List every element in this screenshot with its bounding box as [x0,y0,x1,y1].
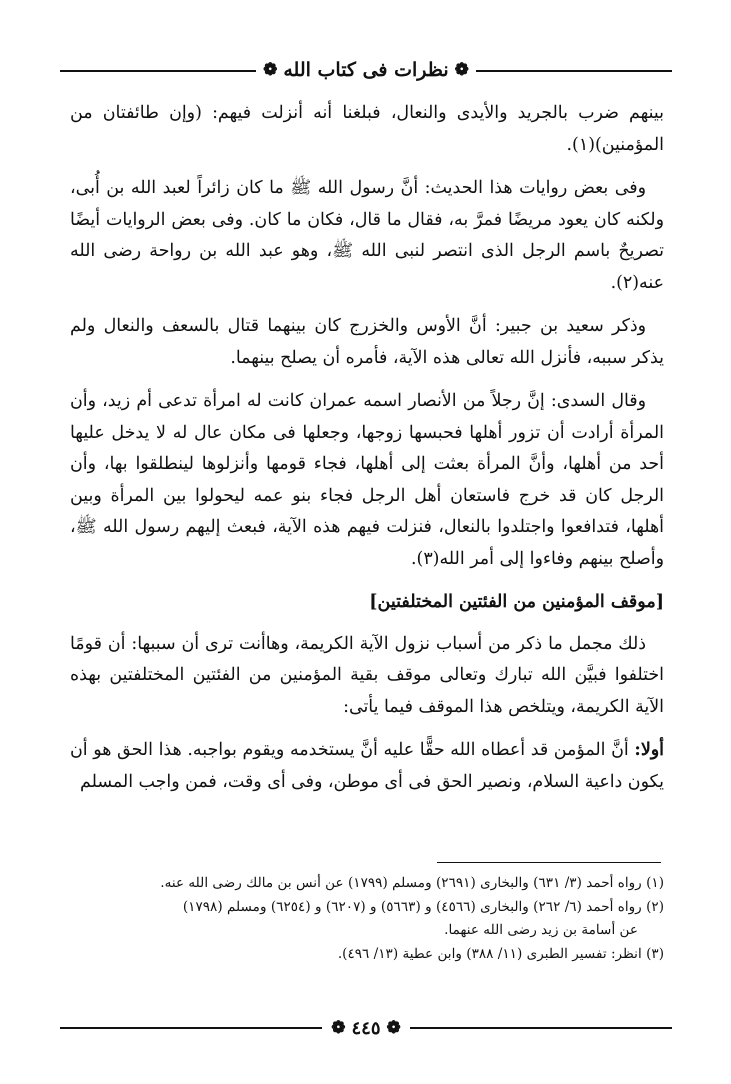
footnote-3: (٣) انظر: تفسير الطبرى (١١/ ٣٨٨) وابن عطية (١٣/ ٤٩٦). [337,945,664,962]
page-number: ٤٤٥ [351,1017,381,1039]
flower-ornament-icon: ❁ [386,1017,401,1038]
footnote-1: (١) رواه أحمد (٣/ ٦٣١) والبخارى (٢٦٩١) ومسلم (١٧٩٩) عن أنس بن مالك رضى الله عنه. [160,875,664,891]
flower-ornament-icon: ❁ [263,59,278,80]
page-footer [60,1014,672,1042]
footer-rule-right [410,1027,672,1029]
footnote-separator [437,862,661,863]
paragraph-6 [70,735,664,798]
flower-ornament-icon: ❁ [331,1017,346,1038]
header-rule-right [476,70,672,72]
section-subheading: [موقف المؤمنين من الفئتين المختلفتين] [369,592,664,612]
footnotes [70,872,664,966]
paragraph-5: ذلك مجمل ما ذكر من أسباب نزول الآية الكريمة، وهاأنت ترى أن سببها: أن قومًا اختلفوا فبيَّن الله تبارك وتعالى موقف بقية المؤمنين من الفئتين المختلفتين بهذه الآية الكريمة، ويتلخص هذا الموقف فيما يأتى: [70,633,664,717]
paragraph-1: بينهم ضرب بالجريد والأيدى والنعال، فبلغنا أنه أنزلت فيهم: (وإن طائفتان من المؤمنين)(١). [70,103,664,155]
header-title-block [256,56,476,84]
footnote-2: (٢) رواه أحمد (٦/ ٢٦٢) والبخارى (٤٥٦٦) و (٥٦٦٣) و (٦٢٠٧) و (٦٢٥٤) ومسلم (١٧٩٨) [182,898,664,915]
flower-ornament-icon: ❁ [454,59,469,80]
paragraph-2: وفى بعض روايات هذا الحديث: أنَّ رسول الله ﷺ ما كان زائراً لعبد الله بن أُبى، ولكنه كان يعود مريضًا فمرَّ به، فقال ما قال، فكان ما كان. وفى بعض الروايات أيضًا تصريحٌ باسم الرجل الذى انتصر لنبى الله ﷺ، وهو عبد الله بن رواحة رضى الله عنه(٢). [70,178,664,293]
header-rule-left [60,70,256,72]
footnote-2-continuation: عن أسامة بن زيد رضى الله عنهما. [444,922,638,938]
paragraph-6-lead: أولا: [634,740,664,760]
header-title: نظرات فى كتاب الله [283,59,449,81]
paragraph-4: وقال السدى: إنَّ رجلاً من الأنصار اسمه عمران كانت له امرأة تدعى أم زيد، وأن المرأة أرادت أن تزور أهلها فحبسها زوجها، وجعلها فى مكان عال له لا يدخل عليها أحد من أهلها، وأنَّ المرأة بعثت إلى أهلها، فجاء قومها وأنزلوها لينطلقوا بها، وأن الرجل كان قد خرج فاستعان أهل الرجل فجاء بنو عمه ليحولوا بين المرأة وبين أهلها، فتدافعوا واجتلدوا بالنعال، فنزلت فيهم هذه الآية، فبعث إليهم رسول الله ﷺ، وأصلح بينهم وفاءوا إلى أمر الله(٣). [70,391,664,569]
footer-rule-left [60,1027,322,1029]
paragraph-6-text: أنَّ المؤمن قد أعطاه الله حقًّا عليه أنَّ يستخدمه ويقوم بواجبه. هذا الحق هو أن يكون داعية السلام، ونصير الحق فى أى موطن، وفى أى وقت، فمن واجب المسلم [70,740,664,792]
paragraph-3: وذكر سعيد بن جبير: أنَّ الأوس والخزرج كان بينهما قتال بالسعف والنعال ولم يذكر سببه، فأنزل الله تعالى هذه الآية، فأمره أن يصلح بينهما. [70,316,664,368]
running-header [60,56,672,84]
main-text [70,98,664,810]
page-number-block [322,1014,410,1042]
